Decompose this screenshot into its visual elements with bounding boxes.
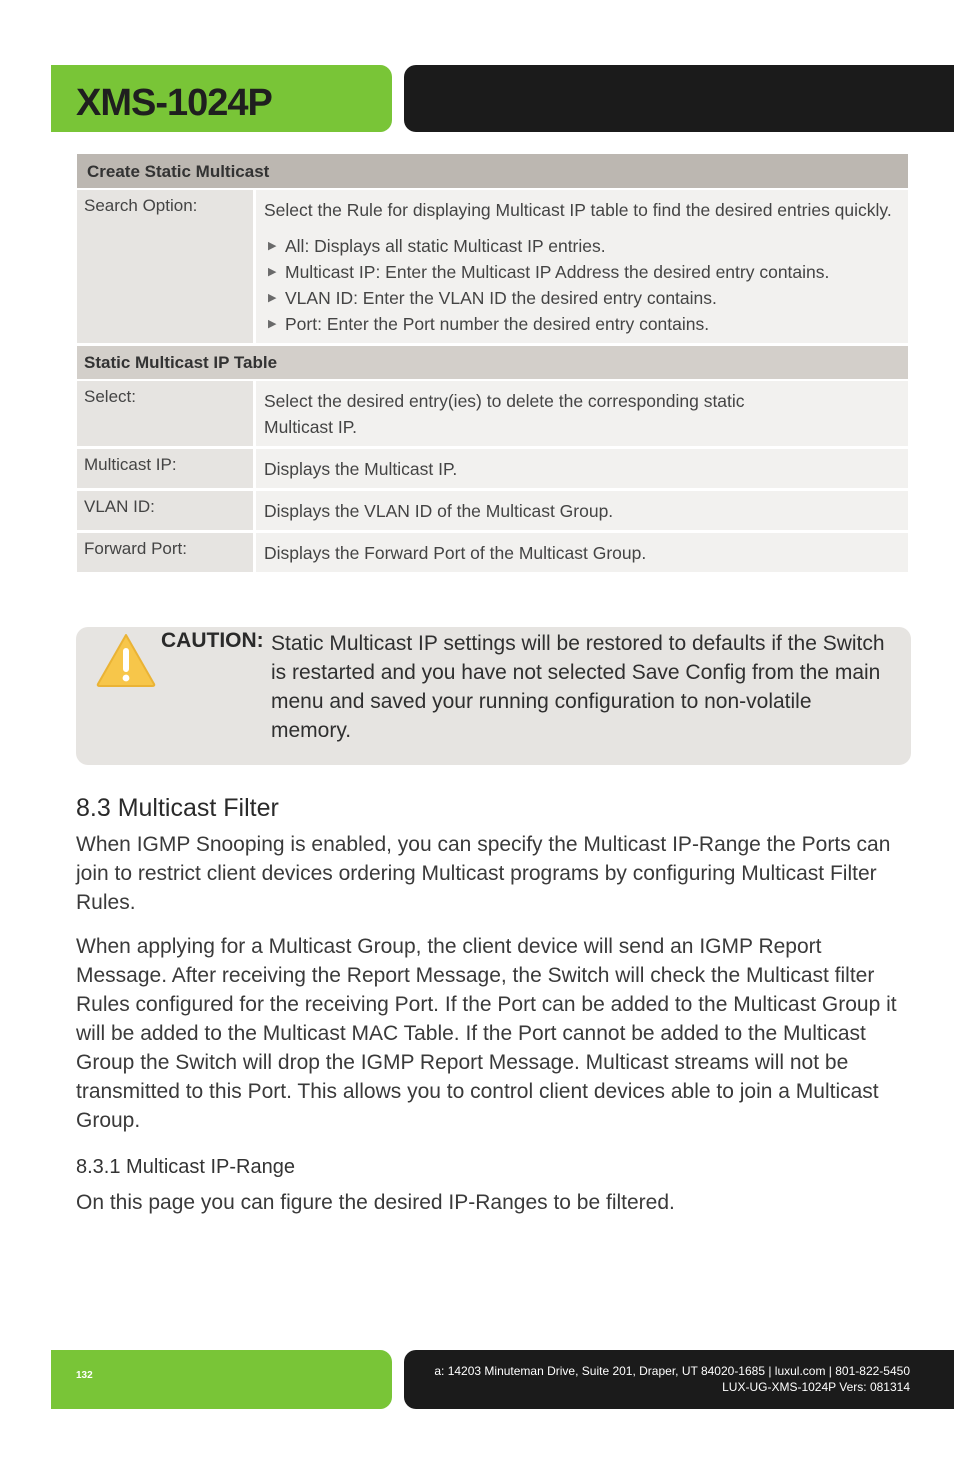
page-number: 132: [76, 1370, 93, 1381]
warning-icon: [95, 632, 157, 688]
list-item: ▶ Port: Enter the Port number the desired entry contains.: [264, 311, 908, 337]
table-row: [77, 533, 908, 575]
table-section-header: Static Multicast IP Table: [77, 346, 908, 381]
section-title: 8.3 Multicast Filter: [76, 794, 279, 822]
row-description: Displays the VLAN ID of the Multicast Group.: [256, 491, 908, 530]
list-item: ▶ VLAN ID: Enter the VLAN ID the desired entry contains.: [264, 285, 908, 311]
page-title: XMS-1024P: [76, 82, 272, 124]
row-label: Search Option:: [77, 190, 256, 343]
subsection-title: 8.3.1 Multicast IP-Range: [76, 1156, 295, 1178]
paragraph: When applying for a Multicast Group, the client device will send an IGMP Report Message. After receiving the Report Message, the Switch will check the Multicast filter Rules configured for the receiving Port. If the Port can be added to the Multicast Group it will be added to the Multicast MAC Table. If the Port cannot be added to the Multicast Group the Switch will drop the IGMP Report Message. Multicast streams will not be transmitted to this Port. This allows you to control client devices able to join a Multicast Group.: [76, 935, 897, 1132]
row-description: Displays the Multicast IP.: [256, 449, 908, 488]
table-row: [77, 190, 908, 346]
row-description: Select the desired entry(ies) to delete the corresponding static Multicast IP.: [256, 381, 908, 446]
row-desc-text: Select the Rule for displaying Multicast IP table to find the desired entries quickly.: [264, 200, 892, 220]
caution-text: Static Multicast IP settings will be restored to defaults if the Switch is restarted and you have not selected Save Config from the main menu and saved your running configuration to non-volatile memory.: [271, 632, 885, 742]
paragraph: On this page you can figure the desired IP-Ranges to be filtered.: [76, 1191, 675, 1214]
row-description: [256, 190, 908, 343]
row-description: Displays the Forward Port of the Multicast Group.: [256, 533, 908, 572]
paragraph: When IGMP Snooping is enabled, you can specify the Multicast IP-Range the Ports can join to restrict client devices ordering Multicast programs by configuring Multicast Filter Rules.: [76, 833, 891, 914]
row-label: Select:: [77, 381, 256, 446]
list-item: ▶ All: Displays all static Multicast IP entries.: [264, 233, 908, 259]
table-row: [77, 449, 908, 491]
row-label: Multicast IP:: [77, 449, 256, 488]
arrow-right-icon: ▶: [268, 292, 277, 304]
footer-green-bar: [51, 1350, 392, 1409]
row-label: VLAN ID:: [77, 491, 256, 530]
table-section-header: Create Static Multicast: [77, 154, 908, 190]
arrow-right-icon: ▶: [268, 266, 277, 278]
row-label: Forward Port:: [77, 533, 256, 572]
header-dark-bar: [404, 65, 954, 132]
footer-address-block: [434, 1363, 910, 1395]
arrow-right-icon: ▶: [268, 318, 277, 330]
caution-label: CAUTION:: [161, 629, 264, 652]
arrow-right-icon: ▶: [268, 240, 277, 252]
list-item: ▶ Multicast IP: Enter the Multicast IP Address the desired entry contains.: [264, 259, 908, 285]
footer-doc-id: LUX-UG-XMS-1024P Vers: 081314: [722, 1380, 910, 1394]
option-list: [264, 233, 908, 337]
settings-table: [77, 154, 908, 575]
table-row: [77, 381, 908, 449]
table-row: [77, 491, 908, 533]
footer-address: a: 14203 Minuteman Drive, Suite 201, Draper, UT 84020-1685 | luxul.com | 801-822-5450: [434, 1364, 910, 1378]
